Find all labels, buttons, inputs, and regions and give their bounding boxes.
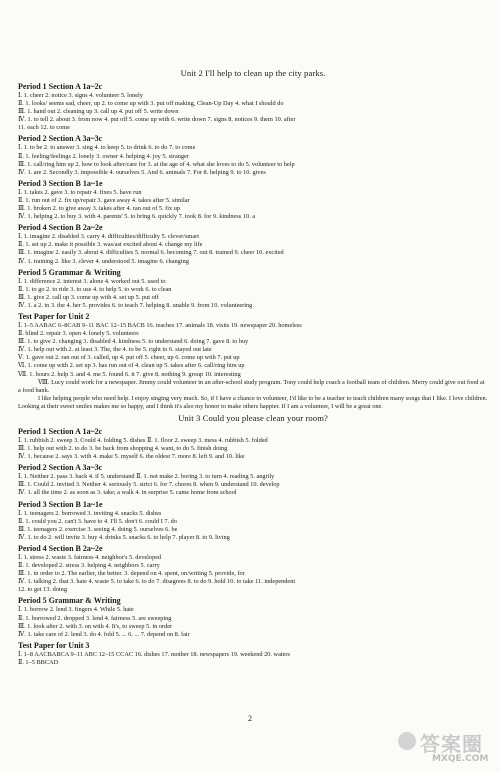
answer-line: Ⅴ. 1. gave out 2. ran out of 3. called, up 4. put off 5. cheer, up 6. come up with 7. put up xyxy=(18,354,240,362)
answer-line: Ⅳ. 1. take care of 2. lend 3. do 4. fold 5. ... 6. ... 7. depend on 8. fair xyxy=(18,630,190,638)
answer-line: Ⅱ. 1. could you 2. can't 3. have to 4. I'll 5. don't 6. could I 7. do xyxy=(18,517,177,525)
answer-line: Ⅰ. 1–5 AABAC 6–8CAB 9–11 BAC 12–15 BACB 16. teaches 17. animals 18. visits 19. newspaper 20. homeless xyxy=(18,321,302,329)
answer-line: Ⅲ. 1. Could 2. invited 3. Neither 4. seriously 5. strict 6. for 7. chores 8. when 9. understand 10. develop xyxy=(18,481,280,489)
answer-line: Ⅳ. 1. all the time 2. as soon as 3. take; a walk 4. in surprise 5. came home from school xyxy=(18,489,237,497)
answer-line: Ⅱ. blind 2. repair 3. open 4. lonely 5. volunteers xyxy=(18,330,139,338)
writing-paragraph: Ⅷ. Lucy could work for a newspaper. Jimmy could volunteer in an after-school study program. Tony could help coach a football team of children. Merry could give out food at a food bank. xyxy=(18,378,485,394)
answer-line: Ⅲ. 1. give 2. call up 3. come up with 4. set up 5. put off xyxy=(18,293,159,301)
section-title: Period 1 Section A 1a~2c xyxy=(18,427,103,436)
answer-line: Ⅳ. 1. to do 2. will invite 3. buy 4. drinks 5. snacks 6. to help 7. player 8. to 9. living xyxy=(18,533,230,541)
unit-2-title: Unit 2 I'll help to clean up the city parks. xyxy=(180,68,326,78)
answer-line: Ⅲ. 1. to give 2. changing 3. disabled 4. kindness 5. to understand 6. doing 7. gave 8. to buy xyxy=(18,338,249,346)
answer-line: Ⅰ. 1. difference 2. interest 3. alone 4. worked out 5. used to xyxy=(18,277,166,285)
answer-line: Ⅳ. 1. to tell 2. about 3. from now 4. put off 5. come up with 6. write down 7. signs 8. notices 9. them 10. after xyxy=(18,116,296,124)
answer-line: Ⅲ. 1. call/ring him up 2. how to look after/care for 3. at the age of 4. what she loves to do 5. volunteer to help xyxy=(18,160,295,168)
watermark-url: MXQE.COM xyxy=(432,754,489,764)
answer-line: Ⅲ. 1. help out with 2. to do 3. be back from shopping 4. want, to do 5. finish doing xyxy=(18,445,228,453)
answer-line: 12. to get 13. doing xyxy=(18,586,67,594)
answer-line: Ⅶ. 1. hours 2. help 3. and 4. me 5. found 6. it 7. give 8. nothing 9. group 10. interesting xyxy=(18,370,241,378)
answer-line: Ⅲ. 1. broken 2. to give away 3. takes after 4. ran out of 5. fix up xyxy=(18,205,181,213)
answer-line: Ⅳ. 1. because 2. says 3. with 4. make 5. myself 6. the oldest 7. more 8. left 9. and 10. like xyxy=(18,453,245,461)
answer-line: Ⅳ. 1. talking 2. that 3. hate 4. waste 5. to take 6. to do 7. disagrees 8. to do 9. hold 10. to take 11. independent xyxy=(18,578,296,586)
answer-line: Ⅲ. 1. hand out 2. cleaning up 3. call up 4. put off 5. write down xyxy=(18,108,179,116)
answer-line: Ⅰ. 1. borrow 2. lend 3. fingers 4. While 5. hate xyxy=(18,606,134,614)
site-watermark xyxy=(398,728,494,768)
unit-3-title: Unit 3 Could you please clean your room? xyxy=(178,413,328,423)
answer-line: Ⅱ. 1. feeling/feelings 2. lonely 3. owner 4. helping 4. joy 5. stranger xyxy=(18,152,189,160)
answer-line: Ⅲ. 1. look after 2. with 3. on with 4. It's, to sweep 5. in order xyxy=(18,622,173,630)
section-title: Test Paper for Unit 2 xyxy=(18,311,90,321)
section-title: Period 3 Section B 1a~1e xyxy=(18,499,103,509)
section-title: Period 4 Section B 2a~2e xyxy=(18,543,103,553)
answer-line: Ⅰ. 1. teenagers 2. borrowed 3. inviting 4. snacks 5. dishes xyxy=(18,509,162,517)
answer-line: Ⅲ. 1. teenagers 2. exercise 3. seeing 4. doing 5. ourselves 6. be xyxy=(18,525,178,533)
watermark-main-text: 答案圈 xyxy=(420,732,483,756)
answer-line: Ⅳ. 1. a 2. in 3. the 4. her 5. provides 6. to teach 7. helping 8. unable 9. from 10. volunteering xyxy=(18,301,253,309)
section-title: Test Paper for Unit 3 xyxy=(18,640,90,650)
answer-line: Ⅰ. 1. takes 2. gave 3. to repair 4. fixes 5. have run xyxy=(18,188,142,196)
answer-line: Ⅱ. 1. borrowed 2. dropped 3. lend 4. fairness 5. are sweeping xyxy=(18,614,172,622)
answer-line: Ⅱ. 1. developed 2. stress 3. helping 4. neighbors 5. carry xyxy=(18,562,160,570)
answer-line: Ⅰ. 1. Neither 2. pass 3. back 4. if 5. understand Ⅱ. 1. not make 2. boring 3. to turn 4. reading 5. angrily xyxy=(18,473,275,481)
section-title: Period 5 Grammar & Writing xyxy=(18,267,121,277)
answer-line: Ⅱ. 1. to go 2. to ride 3. to use 4. to help 5. to work 6. to clean xyxy=(18,285,172,293)
answer-line: Ⅳ. 1. training 2. like 3. clever 4. understood 5. imagine 6. changing xyxy=(18,257,189,265)
section-title: Period 5 Grammar & Writing xyxy=(18,596,121,606)
watermark-logo-icon xyxy=(398,732,416,750)
page-number: 2 xyxy=(248,714,252,723)
section-title: Period 4 Section B 2a~2e xyxy=(18,223,103,233)
answer-line: Ⅵ. 1. come up with 2. set up 3. has run out of 4. clean up 5. takes after 6. call/ring him up xyxy=(18,362,245,370)
answer-line: Ⅳ. 1. are 2. Secondly 3. impossible 4. ourselves 5. And 6. animals 7. For 8. helping 9. to 10. gives xyxy=(18,168,266,176)
section-title: Period 3 Section B 1a~1e xyxy=(18,178,103,188)
answer-line: Ⅲ. 1. imagine 2. easily 3. about 4. difficulties 5. normal 6. becoming 7. out 8. trained 9. cheer 10. excited xyxy=(18,249,284,257)
answer-line: Ⅰ. 1. cheer 2. notice 3. signs 4. volunteer 5. lonely xyxy=(18,92,143,99)
answer-page xyxy=(18,66,488,667)
answer-line: Ⅱ. 1. looks/ seems sad, cheer, up 2. to come up with 3. put off making, Clean-Up Day 4. what I should do xyxy=(18,100,284,108)
answer-line: Ⅱ. 1. run out of 2. fix up/repair 3. gave away 4. takes after 5. similar xyxy=(18,196,190,204)
section-title: Period 1 Section A 1a~2c xyxy=(18,82,103,91)
answer-line: Ⅳ. 1. helping 2. to buy 3. with 4. parents' 5. to bring 6. quickly 7. took 8. for 9. kindness 10. a xyxy=(18,213,256,221)
answer-line: Ⅳ. 1. help out with 2. at least 3. The, the 4. to be 5. right to 6. stayed out late xyxy=(18,346,212,354)
answer-line: Ⅱ. 1. set up 2. make it possible 3. was/ast excited about 4. change my life xyxy=(18,241,203,249)
answer-line: Ⅰ. 1. stress 2. waste 3. fairness 4. neighbor's 5. developed xyxy=(18,553,162,561)
answer-line: Ⅰ. 1. rubbish 2. sweep 3. Could 4. folding 5. dishes Ⅱ. 1. floor 2. sweep 3. mess 4. rubbish 5. folded xyxy=(18,437,268,444)
answer-line: 11. each 12. to come xyxy=(18,124,70,132)
answer-line: Ⅰ. 1. to be 2. to answer 3. sing 4. to keep 5. to drink 6. to do 7. to come xyxy=(18,144,196,152)
section-title: Period 2 Section A 3a~3c xyxy=(18,463,103,473)
writing-paragraph: I like helping people who need help. I enjoy singing very much. So, if I have a chance to volunteer, I'd like to be a teacher to teach children many songs that I like. I love children. Looking at their sweet smiles makes me so happy, and I think it's also my honor to make others happier. If I am a volunteer, I will be a great one. xyxy=(18,394,488,410)
answer-line: Ⅰ. 1. imagine 2. disabled 3. carry 4. difficulties/difficulty 5. clever/smart xyxy=(18,233,199,241)
answer-line: Ⅲ. 1. in order to 2. The earlier, the better. 3. depend on 4. spent, on/writing 5. provide, for xyxy=(18,570,245,578)
section-title: Period 2 Section A 3a~3c xyxy=(18,134,103,144)
answer-line: Ⅱ. 1–5 BBCAD xyxy=(18,658,59,666)
answer-line: Ⅰ. 1–8 AACBABCA 9–11 ABC 12–15 CCAC 16. dishes 17. mother 18. newspapers 19. weekend 20. waters xyxy=(18,650,290,658)
